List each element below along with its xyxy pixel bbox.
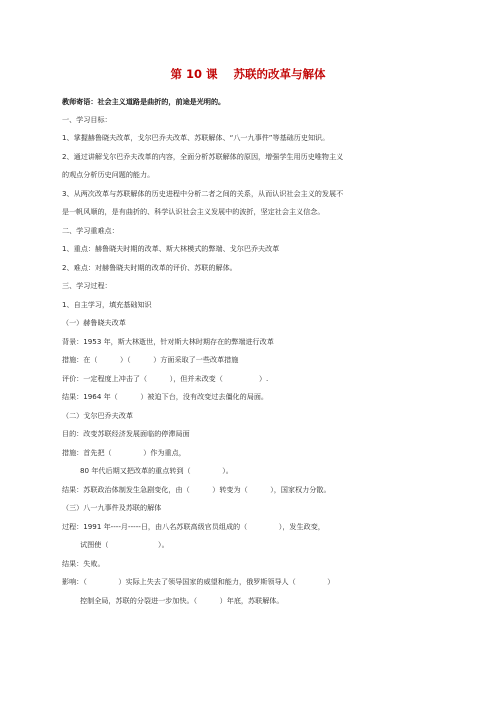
text-line: 3、从两次改革与苏联解体的历史进程中分析二者之间的关系，从而认识社会主义的发展不 xyxy=(62,189,344,198)
text-line: 措施：首先把（ ）作为重点， xyxy=(62,448,186,457)
text-line: 一、学习目标： xyxy=(62,115,112,124)
text-line: 的观点分析历史问题的能力。 xyxy=(62,170,155,179)
text-line: 控制全局，苏联的分裂进一步加快。（ ）年底，苏联解体。 xyxy=(62,596,284,605)
text-line: 1、掌握赫鲁晓夫改革，戈尔巴乔夫改革、苏联解体、“八一九事件”等基础历史知识。 xyxy=(62,133,330,142)
text-line: 结果：苏联政治体制发生急剧变化，由（ ）转变为（ ），国家权力分散。 xyxy=(62,485,331,494)
text-line: 过程：1991 年----月-----日，由八名苏联高级官员组成的（ ），发生政变， xyxy=(62,522,325,531)
text-line: 评价：一定程度上冲击了（ ），但并未改变（ ）. xyxy=(62,374,269,383)
lesson-title: 第 10 课 苏联的改革与解体 xyxy=(170,67,326,81)
text-line: 二、学习重难点： xyxy=(62,226,119,235)
text-line: （二）戈尔巴乔夫改革 xyxy=(62,411,133,420)
text-line: 80 年代后期又把改革的重点转到（ ）。 xyxy=(62,466,233,475)
text-line: 目的：改变苏联经济发展面临的停滞局面 xyxy=(62,429,190,438)
text-line: 试图使（ ）。 xyxy=(62,540,169,549)
text-line: 背景：1953 年，斯大林逝世，针对斯大林时期存在的弊端进行改革 xyxy=(62,337,274,346)
text-line: 措施：在（ ）（ ）方面采取了一些改革措施 xyxy=(62,355,239,364)
text-line: 结果：1964 年（ ）被迫下台，没有改变过去僵化的局面。 xyxy=(62,392,269,401)
text-line: 结果：失败。 xyxy=(62,559,105,568)
teacher-motto: 教师寄语：社会主义道路是曲折的，前途是光明的。 xyxy=(62,97,226,106)
text-line: 三、学习过程： xyxy=(62,281,112,290)
text-line: 影响：（ ）实际上失去了领导国家的威望和能力，俄罗斯领导人（ ） xyxy=(62,577,335,586)
text-line: 2、通过讲解戈尔巴乔夫改革的内容，全面分析苏联解体的原因，增强学生用历史唯物主义 xyxy=(62,152,344,161)
text-line: 1、重点：赫鲁晓夫时期的改革、斯大林模式的弊端、戈尔巴乔夫改革 xyxy=(62,244,280,253)
text-line: （一）赫鲁晓夫改革 xyxy=(62,318,126,327)
text-line: 是一帆风顺的，是有曲折的、科学认识社会主义发展中的波折，坚定社会主义信念。 xyxy=(62,207,325,216)
text-line: 2、难点：对赫鲁晓夫时期的改革的评价、苏联的解体。 xyxy=(62,263,237,272)
text-line: （三）八一九事件及苏联的解体 xyxy=(62,503,162,512)
text-line: 1、自主学习，填充基础知识 xyxy=(62,300,152,309)
